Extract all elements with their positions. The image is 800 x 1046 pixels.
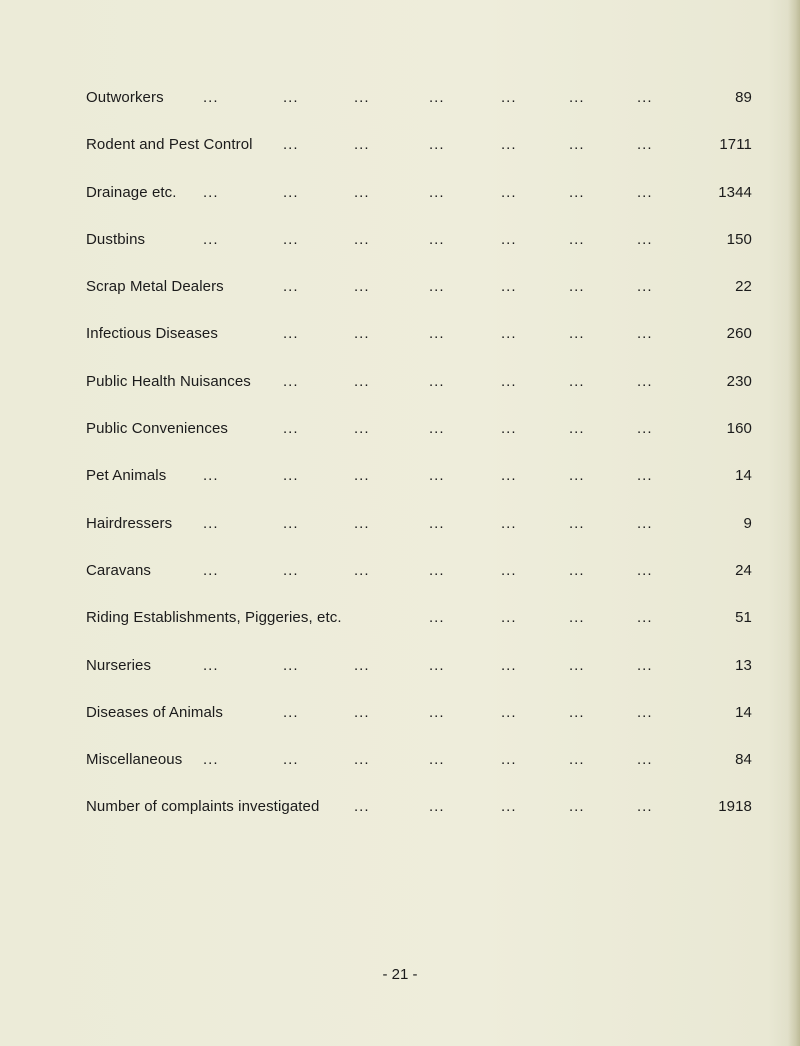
leader-dots: ...	[283, 230, 299, 248]
leader-dots: ...	[501, 703, 517, 721]
leader-dots: ...	[354, 467, 370, 485]
leader-dots: ...	[569, 561, 585, 579]
leader-dots: ...	[501, 89, 517, 106]
leader-dots: ...	[637, 278, 653, 296]
leader-dots: ...	[429, 89, 445, 106]
leader-dots: ...	[429, 136, 445, 154]
leader-dots: ...	[203, 656, 219, 674]
leader-dots: ...	[283, 278, 299, 296]
leader-dots: ...	[637, 230, 653, 248]
row-label: Diseases of Animals	[86, 703, 223, 721]
leader-dots: ...	[569, 183, 585, 201]
leader-dots: ...	[429, 514, 445, 532]
leader-dots: ...	[637, 325, 653, 343]
leader-dots: ...	[283, 561, 299, 579]
row-label: Infectious Diseases	[86, 325, 218, 343]
leader-dots: ...	[429, 183, 445, 201]
leader-dots: ...	[354, 89, 370, 106]
row-value: 14	[735, 703, 752, 721]
leader-dots: ...	[501, 656, 517, 674]
table-row	[86, 370, 752, 417]
row-value: 1918	[718, 798, 752, 816]
row-label: Nurseries	[86, 656, 152, 674]
leader-dots: ...	[283, 514, 299, 532]
row-value: 51	[735, 609, 752, 627]
leader-dots: ...	[354, 420, 370, 438]
leader-dots: ...	[283, 703, 299, 721]
leader-dots: ...	[354, 325, 370, 343]
leader-dots: ...	[501, 278, 517, 296]
leader-dots: ...	[637, 420, 653, 438]
leader-dots: ...	[203, 751, 219, 769]
row-value: 1344	[718, 183, 752, 201]
page-edge-shadow	[788, 0, 800, 1046]
row-value: 24	[735, 561, 752, 579]
leader-dots: ...	[354, 183, 370, 201]
leader-dots: ...	[354, 278, 370, 296]
row-label: Public Health Nuisances	[86, 372, 251, 390]
leader-dots: ...	[203, 183, 219, 201]
leader-dots: ...	[637, 372, 653, 390]
leader-dots: ...	[203, 230, 219, 248]
leader-dots: ...	[637, 183, 653, 201]
table-row	[86, 654, 752, 701]
leader-dots: ...	[354, 656, 370, 674]
leader-dots: ...	[429, 561, 445, 579]
leader-dots: ...	[501, 751, 517, 769]
leader-dots: ...	[637, 703, 653, 721]
row-value: 89	[735, 89, 752, 106]
leader-dots: ...	[569, 136, 585, 154]
leader-dots: ...	[637, 798, 653, 816]
leader-dots: ...	[354, 230, 370, 248]
leader-dots: ...	[501, 372, 517, 390]
leader-dots: ...	[569, 467, 585, 485]
complaints-table	[86, 86, 752, 843]
table-row	[86, 559, 752, 606]
table-row	[86, 181, 752, 228]
row-value: 22	[735, 278, 752, 296]
leader-dots: ...	[429, 420, 445, 438]
leader-dots: ...	[569, 230, 585, 248]
leader-dots: ...	[283, 372, 299, 390]
table-row	[86, 322, 752, 369]
leader-dots: ...	[569, 514, 585, 532]
row-label: Rodent and Pest Control	[86, 136, 253, 154]
row-label: Scrap Metal Dealers	[86, 278, 224, 296]
leader-dots: ...	[354, 703, 370, 721]
leader-dots: ...	[283, 183, 299, 201]
leader-dots: ...	[429, 703, 445, 721]
leader-dots: ...	[283, 467, 299, 485]
leader-dots: ...	[354, 798, 370, 816]
leader-dots: ...	[569, 703, 585, 721]
leader-dots: ...	[354, 514, 370, 532]
leader-dots: ...	[569, 278, 585, 296]
leader-dots: ...	[354, 561, 370, 579]
leader-dots: ...	[569, 89, 585, 106]
row-value: 84	[735, 751, 752, 769]
row-label: Drainage etc.	[86, 183, 177, 201]
table-row	[86, 464, 752, 511]
row-label: Hairdressers	[86, 514, 173, 532]
row-value: 230	[726, 372, 752, 390]
leader-dots: ...	[501, 230, 517, 248]
leader-dots: ...	[429, 325, 445, 343]
leader-dots: ...	[283, 751, 299, 769]
leader-dots: ...	[354, 751, 370, 769]
leader-dots: ...	[429, 278, 445, 296]
leader-dots: ...	[637, 656, 653, 674]
leader-dots: ...	[429, 609, 445, 627]
leader-dots: ...	[501, 136, 517, 154]
leader-dots: ...	[429, 656, 445, 674]
table-row	[86, 417, 752, 464]
table-row	[86, 512, 752, 559]
leader-dots: ...	[637, 561, 653, 579]
leader-dots: ...	[429, 372, 445, 390]
leader-dots: ...	[637, 514, 653, 532]
leader-dots: ...	[429, 798, 445, 816]
table-row	[86, 748, 752, 795]
row-value: 150	[726, 230, 752, 248]
table-row	[86, 795, 752, 842]
leader-dots: ...	[354, 372, 370, 390]
leader-dots: ...	[569, 420, 585, 438]
leader-dots: ...	[429, 230, 445, 248]
row-value: 260	[726, 325, 752, 343]
table-row	[86, 228, 752, 275]
leader-dots: ...	[283, 656, 299, 674]
leader-dots: ...	[501, 183, 517, 201]
row-label: Public Conveniences	[86, 420, 228, 438]
row-label: Outworkers	[86, 89, 164, 106]
table-row	[86, 606, 752, 653]
leader-dots: ...	[637, 89, 653, 106]
page-number: - 21 -	[382, 966, 418, 983]
leader-dots: ...	[429, 467, 445, 485]
leader-dots: ...	[569, 656, 585, 674]
leader-dots: ...	[569, 751, 585, 769]
row-label: Riding Establishments, Piggeries, etc.	[86, 609, 342, 627]
leader-dots: ...	[501, 798, 517, 816]
table-row	[86, 275, 752, 322]
leader-dots: ...	[501, 325, 517, 343]
row-value: 1711	[719, 136, 752, 154]
table-row	[86, 86, 752, 133]
leader-dots: ...	[203, 467, 219, 485]
table-row	[86, 133, 752, 180]
leader-dots: ...	[283, 420, 299, 438]
leader-dots: ...	[283, 89, 299, 106]
leader-dots: ...	[283, 136, 299, 154]
leader-dots: ...	[569, 325, 585, 343]
leader-dots: ...	[569, 798, 585, 816]
leader-dots: ...	[354, 136, 370, 154]
leader-dots: ...	[203, 89, 219, 106]
leader-dots: ...	[637, 609, 653, 627]
leader-dots: ...	[283, 325, 299, 343]
row-label: Number of complaints investigated	[86, 798, 320, 816]
table-row	[86, 701, 752, 748]
row-label: Dustbins	[86, 230, 146, 248]
leader-dots: ...	[569, 609, 585, 627]
leader-dots: ...	[501, 561, 517, 579]
row-value: 14	[735, 467, 752, 485]
leader-dots: ...	[203, 561, 219, 579]
leader-dots: ...	[501, 420, 517, 438]
row-value: 160	[726, 420, 752, 438]
leader-dots: ...	[501, 467, 517, 485]
row-value: 13	[735, 656, 752, 674]
leader-dots: ...	[203, 514, 219, 532]
leader-dots: ...	[501, 514, 517, 532]
leader-dots: ...	[569, 372, 585, 390]
row-label: Pet Animals	[86, 467, 167, 485]
leader-dots: ...	[637, 751, 653, 769]
row-label: Caravans	[86, 561, 151, 579]
leader-dots: ...	[429, 751, 445, 769]
leader-dots: ...	[637, 467, 653, 485]
row-value: 9	[743, 514, 752, 532]
leader-dots: ...	[637, 136, 653, 154]
leader-dots: ...	[501, 609, 517, 627]
row-label: Miscellaneous	[86, 751, 183, 769]
